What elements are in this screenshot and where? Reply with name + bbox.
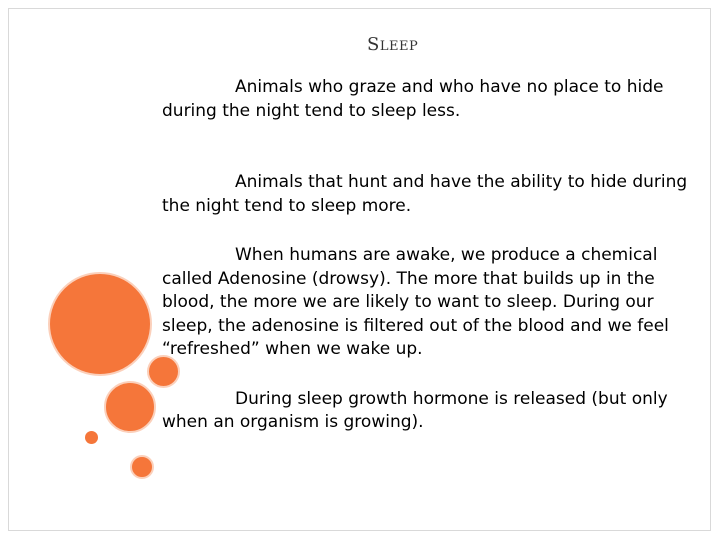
paragraph-grazing-animals: Animals who graze and who have no place to hide during the night tend to sleep less. — [162, 77, 664, 121]
slide-body — [162, 76, 702, 483]
paragraph-adenosine: When humans are awake, we produce a chemical called Adenosine (drowsy). The more that builds up in the blood, the more we are likely to want to sleep. During our sleep, the adenosine is filtered out of the blood and we feel “refreshed” when we wake up. — [162, 245, 669, 359]
decorative-circle-large — [48, 272, 152, 376]
decorative-circle-tiny — [130, 455, 154, 479]
paragraph-growth-hormone: During sleep growth hormone is released (but only when an organism is growing). — [162, 388, 668, 432]
slide-title: Sleep — [367, 34, 419, 55]
decorative-dot — [85, 431, 98, 444]
paragraph-hunting-animals: Animals that hunt and have the ability to hide during the night tend to sleep more. — [162, 172, 688, 216]
decorative-circle-medium — [104, 381, 156, 433]
